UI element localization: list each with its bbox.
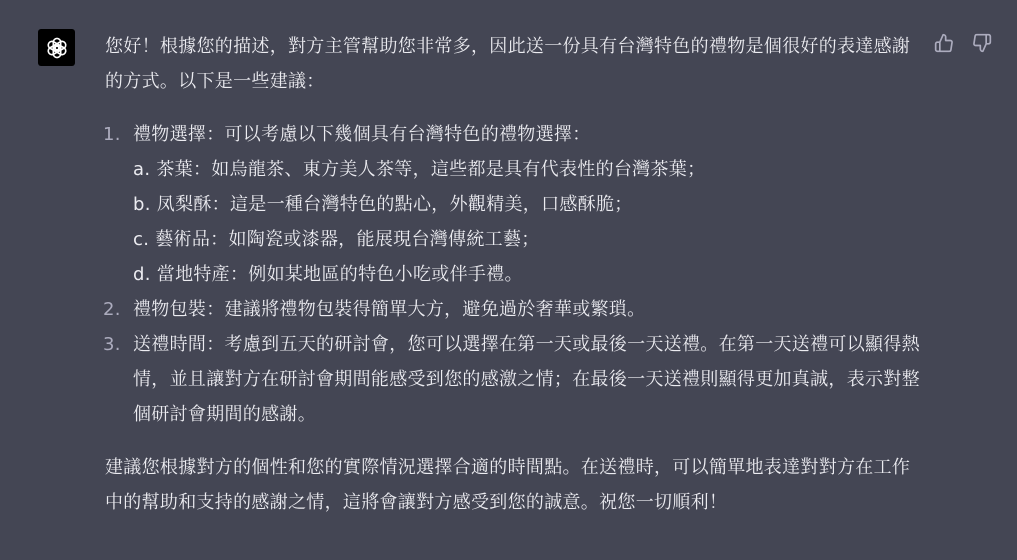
message-intro: 您好！根據您的描述，對方主管幫助您非常多，因此送一份具有台灣特色的禮物是個很好的表達感謝的方式。以下是一些建議： [105,36,911,92]
feedback-actions [934,33,992,53]
list-item-number: 1. [103,124,121,145]
thumbs-down-icon [972,33,992,53]
thumbs-down-button[interactable] [972,33,992,53]
sub-list-item: b. 凤梨酥：這是一種台灣特色的點心，外觀精美，口感酥脆； [133,194,633,215]
message-content [105,29,920,520]
list-item [105,117,920,292]
sub-list-item: a. 茶葉：如烏龍茶、東方美人茶等，這些都是具有代表性的台灣茶葉； [133,159,706,180]
list-item-text: 送禮時間：考慮到五天的研討會，您可以選擇在第一天或最後一天送禮。在第一天送禮可以顯得熱情，並且讓對方在研討會期間能感受到您的感激之情；在最後一天送禮則顯得更加真誠，表示對整個研討會期間的感謝。 [133,334,920,425]
list-item-number: 2. [103,299,121,320]
sub-list-item: d. 當地特產：例如某地區的特色小吃或伴手禮。 [133,264,523,285]
list-item [105,327,920,432]
assistant-avatar [38,29,75,66]
list-item-text: 禮物選擇：可以考慮以下幾個具有台灣特色的禮物選擇： [133,124,591,145]
list-item [105,292,920,327]
suggestion-list [105,117,920,432]
thumbs-up-icon [934,33,954,53]
list-item-number: 3. [103,334,121,355]
message-closing: 建議您根據對方的個性和您的實際情況選擇合適的時間點。在送禮時，可以簡單地表達對對方在工作中的幫助和支持的感謝之情，這將會讓對方感受到您的誠意。祝您一切順利！ [105,457,911,513]
list-item-text: 禮物包裝：建議將禮物包裝得簡單大方，避免過於奢華或繁瑣。 [133,299,646,320]
sub-list-item: c. 藝術品：如陶瓷或漆器，能展現台灣傳統工藝； [133,229,540,250]
sub-list [133,152,920,292]
openai-logo-icon [44,35,70,61]
thumbs-up-button[interactable] [934,33,954,53]
